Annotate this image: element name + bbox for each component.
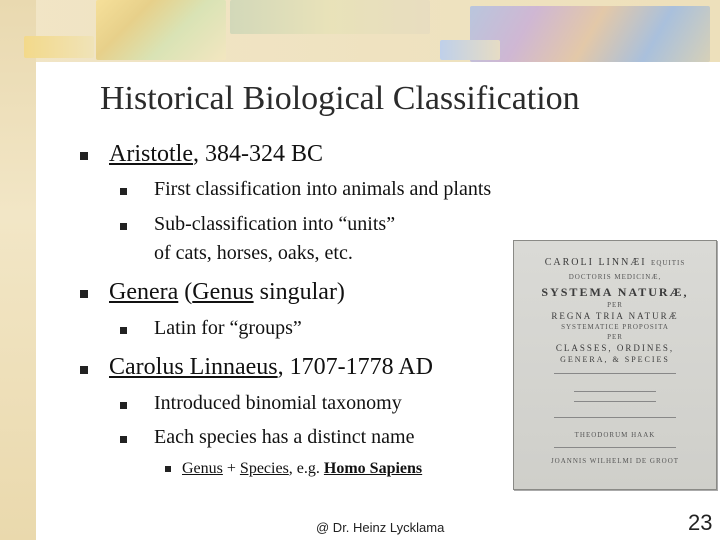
bullet-linnaeus — [109, 354, 433, 381]
plate-line: THEODORUM HAAK — [574, 431, 656, 439]
plate-divider — [554, 447, 676, 448]
genera-suffix: singular) — [253, 279, 345, 305]
page-number: 23 — [688, 510, 713, 535]
plate-divider — [574, 401, 656, 402]
watercolor-decoration — [470, 6, 710, 62]
plate-divider — [554, 417, 676, 418]
plate-line: GENERA, & SPECIES — [560, 355, 670, 364]
homo-sapiens: Homo Sapiens — [323, 460, 423, 477]
bullet-marker — [120, 402, 127, 409]
sub-bullet-text: Each species has a distinct name — [154, 426, 415, 448]
bullet-genera — [109, 279, 345, 306]
sub-bullet-text: First classification into animals and plants — [154, 178, 492, 200]
plate-line: REGNA TRIA NATURÆ — [551, 311, 679, 321]
aristotle-dates: , 384-324 BC — [193, 141, 324, 167]
watercolor-decoration — [230, 0, 430, 34]
plate-line: SYSTEMATICE PROPOSITA — [561, 323, 669, 331]
slide-title: Historical Biological Classification — [100, 80, 580, 117]
plus-sign: + — [222, 460, 240, 477]
watercolor-decoration — [96, 0, 226, 60]
watercolor-decoration — [440, 40, 500, 60]
footer-author: @ Dr. Heinz Lycklama — [316, 520, 445, 535]
bullet-marker — [120, 188, 127, 195]
sub-sub-bullet-example — [182, 460, 422, 478]
bullet-marker — [165, 466, 171, 472]
bullet-marker — [120, 223, 127, 230]
linnaeus-name: Carolus Linnaeus — [109, 354, 278, 380]
plate-author-title: EQUITIS — [651, 259, 686, 267]
bullet-aristotle — [109, 141, 323, 168]
plate-divider — [554, 373, 676, 374]
genera-paren: ( — [178, 279, 193, 305]
plate-author — [514, 257, 716, 268]
decorative-border-left — [0, 0, 36, 540]
aristotle-name: Aristotle — [109, 141, 193, 167]
bullet-marker — [80, 366, 88, 374]
plate-author-name: CAROLI LINNÆI — [544, 257, 647, 268]
plate-divider — [574, 391, 656, 392]
sub-bullet-text: Latin for “groups” — [154, 317, 302, 339]
bullet-marker — [120, 436, 127, 443]
sub-bullet-text: Introduced binomial taxonomy — [154, 392, 402, 414]
plate-line: JOANNIS WILHELMI DE GROOT — [550, 457, 680, 465]
linnaeus-dates: , 1707-1778 AD — [277, 354, 433, 380]
plate-line: DOCTORIS MEDICINÆ, — [568, 273, 662, 281]
genus-word: Genus — [182, 460, 223, 477]
genus-term: Genus — [192, 279, 254, 305]
plate-book-title: SYSTEMA NATURÆ, — [541, 285, 689, 299]
plate-line: CLASSES, ORDINES, — [555, 343, 675, 353]
systema-naturae-title-page-image — [513, 240, 717, 490]
sub-bullet-text: Sub-classification into “units” — [154, 213, 396, 235]
bullet-marker — [80, 290, 88, 298]
bullet-marker — [80, 152, 88, 160]
plate-line: PER — [607, 333, 623, 341]
bullet-marker — [120, 327, 127, 334]
plate-line: PER — [607, 301, 623, 309]
watercolor-decoration — [24, 36, 94, 58]
genera-term: Genera — [109, 279, 179, 305]
species-word: Species — [239, 460, 289, 477]
sub-bullet-text-continued: of cats, horses, oaks, etc. — [154, 242, 353, 264]
example-prefix: , e.g. — [288, 460, 324, 477]
